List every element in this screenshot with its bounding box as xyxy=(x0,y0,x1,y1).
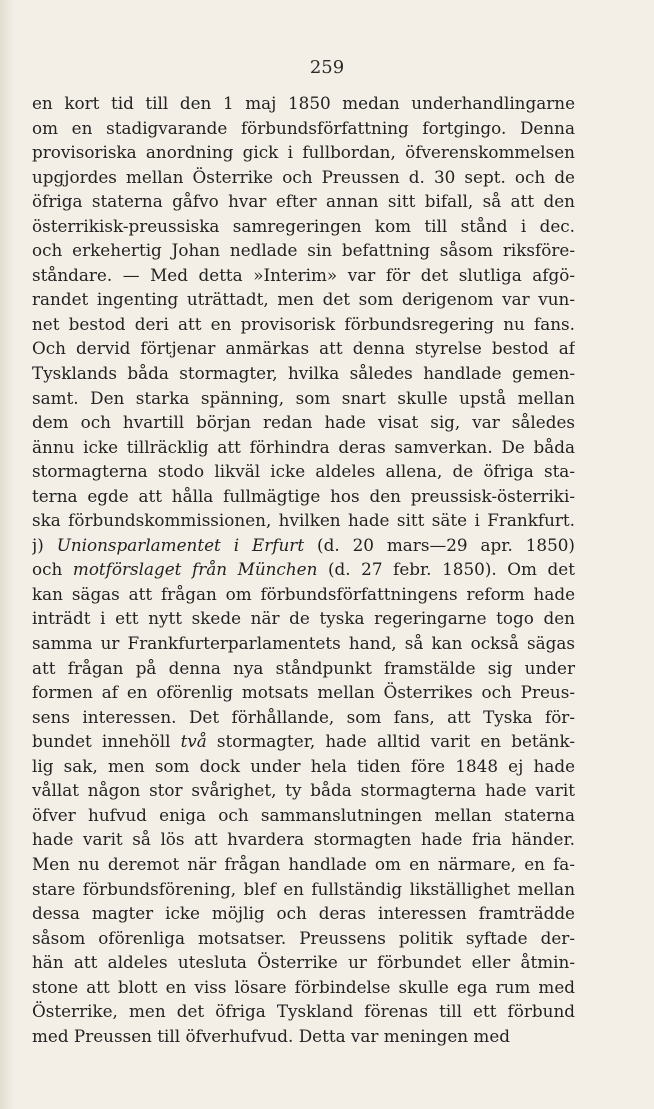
text-span: en kort tid till den 1 maj 1850 medan underhandlingarne xyxy=(32,93,575,113)
text-span: att frågan på denna nya ståndpunkt framstälde sig under xyxy=(32,657,575,678)
text-line xyxy=(32,877,575,902)
text-line xyxy=(32,287,575,312)
text-span: j) xyxy=(32,534,57,555)
text-span: Österrike, men det öfriga Tyskland förenas till ett förbund xyxy=(32,1001,575,1022)
text-line xyxy=(32,336,575,361)
text-line xyxy=(32,484,575,509)
text-line xyxy=(32,557,575,582)
text-line xyxy=(32,165,575,190)
text-span: stone att blott en viss lösare förbindelse skulle ega rum med xyxy=(32,976,575,997)
text-span: kan sägas att frågan om förbundsförfattningens reform hade xyxy=(32,583,575,604)
text-span: om en stadigvarande förbundsförfattning fortgingo. Denna xyxy=(32,117,575,138)
text-span: österrikisk-preussiska samregeringen kom till stånd i dec. xyxy=(32,215,575,236)
italic-text: två xyxy=(180,731,207,752)
text-line xyxy=(32,926,575,951)
text-span: dem och hvartill början redan hade visat sig, var således xyxy=(32,412,575,433)
text-line xyxy=(32,140,575,165)
text-span: lig sak, men som dock under hela tiden före 1848 ej hade xyxy=(32,755,575,776)
text-span: samt. Den starka spänning, som snart skulle upstå mellan xyxy=(32,387,575,408)
text-line xyxy=(32,606,575,631)
text-span: bundet innehöll xyxy=(32,731,181,752)
text-line xyxy=(32,901,575,926)
body-text xyxy=(32,91,575,1048)
text-span: ska förbundskommissionen, hvilken hade sitt säte i Frankfurt. xyxy=(32,510,575,531)
text-line xyxy=(32,999,575,1024)
text-line xyxy=(32,238,575,263)
text-line xyxy=(32,656,575,681)
text-line xyxy=(32,852,575,877)
text-line xyxy=(32,631,575,656)
text-line xyxy=(32,312,575,337)
text-line xyxy=(32,116,575,141)
text-span: (d. 20 mars—29 apr. 1850) xyxy=(304,534,575,555)
text-span: och erkehertig Johan nedlade sin befattning såsom riksföre- xyxy=(32,240,575,261)
text-line xyxy=(32,533,575,558)
text-line xyxy=(32,729,575,754)
text-span: Men nu deremot när frågan handlade om en närmare, en fa- xyxy=(32,853,575,874)
page-edge-shadow xyxy=(0,0,14,1109)
text-line xyxy=(32,582,575,607)
page-number: 259 xyxy=(309,57,345,78)
text-line xyxy=(32,827,575,852)
text-line xyxy=(32,950,575,975)
text-span: randet ingenting uträttadt, men det som derigenom var vun- xyxy=(32,289,575,310)
text-span: ännu icke tillräcklig att förhindra deras samverkan. De båda xyxy=(32,436,575,457)
text-line xyxy=(32,91,575,116)
text-span: Tysklands båda stormagter, hvilka således handlade gemen- xyxy=(32,363,575,384)
text-span: öfriga staterna gåfvo hvar efter annan sitt bifall, så att den xyxy=(32,191,575,212)
text-span: hade varit så lös att hvardera stormagten hade fria händer. xyxy=(32,829,575,850)
text-span: öfver hufvud eniga och sammanslutningen mellan staterna xyxy=(32,804,575,825)
text-line xyxy=(32,754,575,779)
text-line xyxy=(32,705,575,730)
text-span: hän att aldeles utesluta Österrike ur förbundet eller åtmin- xyxy=(32,952,575,973)
text-span: och xyxy=(32,559,73,580)
text-span: provisoriska anordning gick i fullbordan, öfverenskommelsen xyxy=(32,142,575,163)
text-line xyxy=(32,508,575,533)
text-span: sens interessen. Det förhållande, som fans, att Tyska för- xyxy=(32,706,575,727)
text-line xyxy=(32,975,575,1000)
text-line xyxy=(32,459,575,484)
text-span: dessa magter icke möjlig och deras interessen framträdde xyxy=(32,903,575,924)
text-line xyxy=(32,803,575,828)
text-span: terna egde att hålla fullmägtige hos den preussisk-österriki- xyxy=(32,485,575,506)
text-span: ståndare. — Med detta »Interim» var för det slutliga afgö- xyxy=(32,264,575,285)
text-line xyxy=(32,778,575,803)
italic-text: motförslaget från München xyxy=(72,559,318,580)
text-span: Och dervid förtjenar anmärkas att denna styrelse bestod af xyxy=(32,338,575,359)
text-line xyxy=(32,214,575,239)
text-line xyxy=(32,1024,575,1049)
text-span: inträdt i ett nytt skede när de tyska regeringarne togo den xyxy=(32,608,575,629)
text-span: med Preussen till öfverhufvud. Detta var meningen med xyxy=(32,1025,511,1046)
text-span: vållat någon stor svårighet, ty båda stormagterna hade varit xyxy=(32,780,575,801)
text-span: (d. 27 febr. 1850). Om det xyxy=(317,559,575,580)
text-line xyxy=(32,410,575,435)
text-line xyxy=(32,435,575,460)
text-line xyxy=(32,386,575,411)
text-span: net bestod deri att en provisorisk förbundsregering nu fans. xyxy=(32,313,575,334)
text-line xyxy=(32,263,575,288)
text-line xyxy=(32,189,575,214)
text-span: stare förbundsförening, blef en fullständig likställighet mellan xyxy=(32,878,575,899)
text-span: samma ur Frankfurterparlamentets hand, så kan också sägas xyxy=(32,633,575,654)
text-span: upgjordes mellan Österrike och Preussen d. 30 sept. och de xyxy=(32,166,575,187)
text-span: stormagter, hade alltid varit en betänk- xyxy=(206,731,575,752)
text-span: såsom oförenliga motsatser. Preussens politik syftade der- xyxy=(32,927,575,948)
text-span: stormagterna stodo likväl icke aldeles allena, de öfriga sta- xyxy=(32,461,575,482)
text-line xyxy=(32,361,575,386)
italic-text: Unionsparlamentet i Erfurt xyxy=(56,534,305,555)
text-span: formen af en oförenlig motsats mellan Österrikes och Preus- xyxy=(32,682,575,703)
text-line xyxy=(32,680,575,705)
